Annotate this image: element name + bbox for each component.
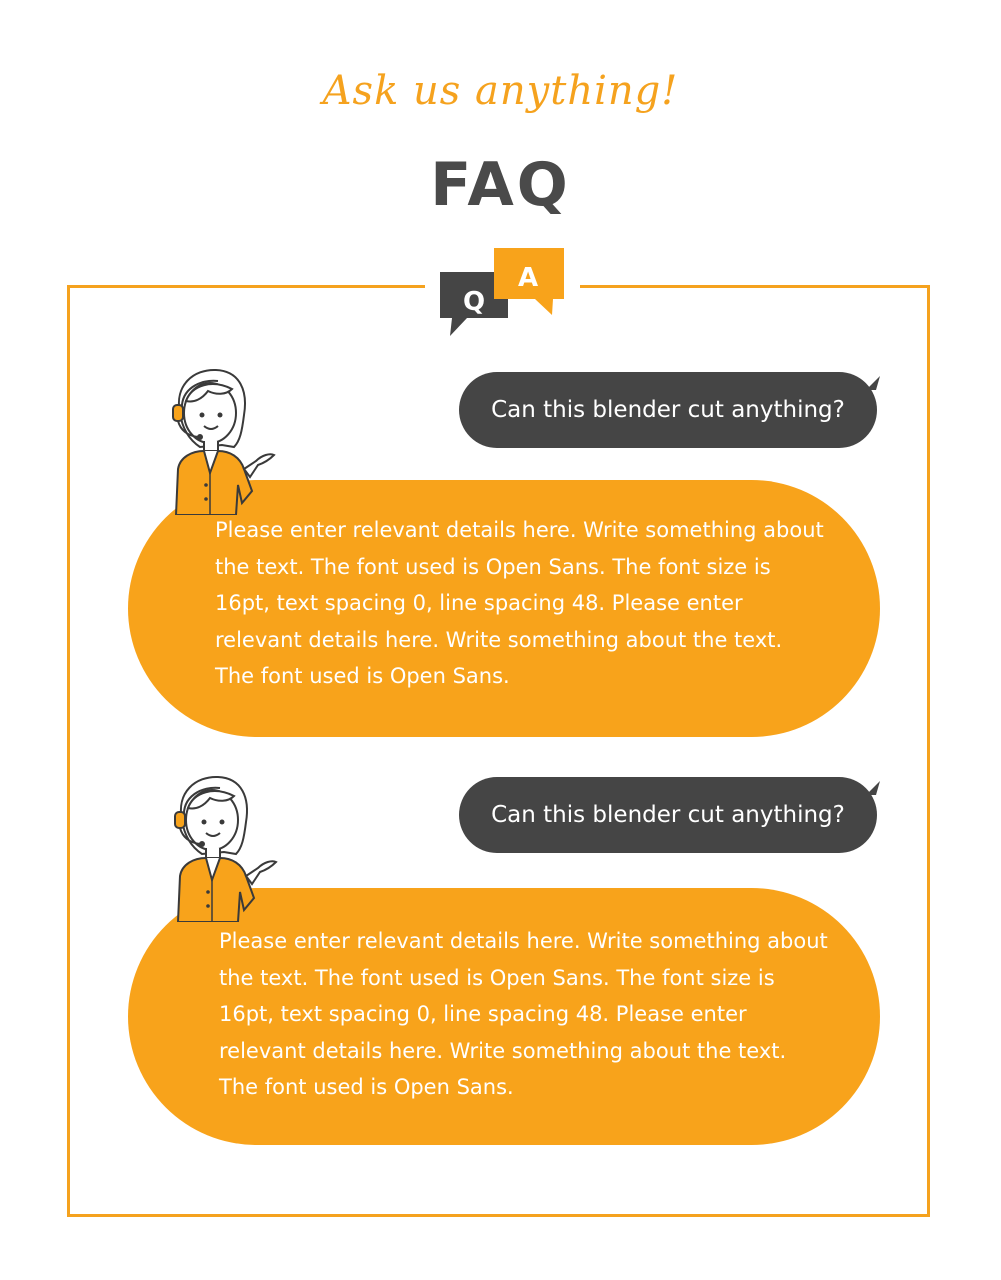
question-bubble: Can this blender cut anything?	[459, 777, 877, 853]
answer-text: Please enter relevant details here. Write something about the text. The font used is Open Sans. The font size is 16pt, text spacing 0, line spacing 48. Please enter relevant details here. Write something about the text. The font used is Open Sans.	[219, 929, 828, 1100]
a-label: A	[517, 263, 539, 293]
q-label: Q	[462, 287, 486, 317]
answer-text: Please enter relevant details here. Write something about the text. The font used is Open Sans. The font size is 16pt, text spacing 0, line spacing 48. Please enter relevant details here. Write something about the text. The font used is Open Sans.	[215, 518, 824, 689]
page-title: FAQ	[430, 150, 571, 220]
support-agent-avatar	[160, 365, 280, 515]
tagline: Ask us anything!	[322, 68, 679, 114]
support-agent-avatar	[162, 772, 282, 922]
question-bubble: Can this blender cut anything?	[459, 372, 877, 448]
question-bubble-tail	[866, 779, 882, 795]
question-bubble-tail	[866, 374, 882, 390]
qa-bubbles-icon	[425, 240, 580, 340]
